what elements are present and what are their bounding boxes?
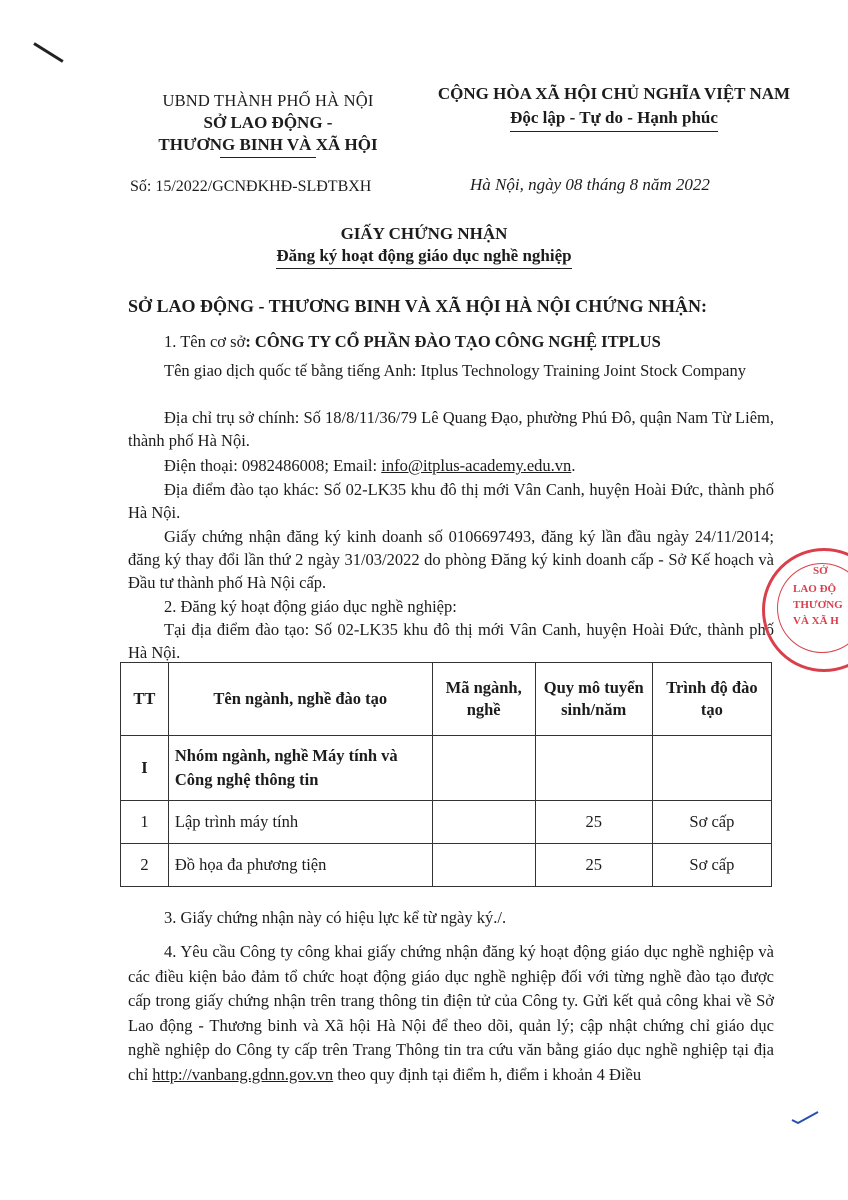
section3 (128, 906, 774, 929)
row-name: Lập trình máy tính (168, 801, 432, 844)
issuer-block (128, 90, 408, 158)
document-title: GIẤY CHỨNG NHẬN (340, 224, 508, 243)
row-level: Sơ cấp (652, 844, 771, 887)
other-location-text: Địa điểm đào tạo khác: Số 02-LK35 khu đô thị mới Vân Canh, huyện Hoài Đức, thành phố Hà Nội. (128, 480, 774, 522)
group-tt: I (121, 736, 169, 801)
table-header-row (121, 663, 772, 736)
intl-name-text: Tên giao dịch quốc tế bằng tiếng Anh: Itplus Technology Training Joint Stock Company (164, 361, 746, 380)
table-row (121, 801, 772, 844)
group-code (432, 736, 535, 801)
head-office-address (128, 406, 774, 452)
business-registration (128, 525, 774, 594)
seal-arc-text: SỞ (813, 565, 828, 577)
intl-name (128, 359, 774, 382)
nation-motto: Độc lập - Tự do - Hạnh phúc (510, 106, 718, 132)
group-name: Nhóm ngành, nghề Máy tính và Công nghệ thông tin (168, 736, 432, 801)
row-code (432, 844, 535, 887)
pen-mark (33, 42, 63, 63)
issuer-agency: UBND THÀNH PHỐ HÀ NỘI (162, 91, 374, 110)
section4 (128, 940, 774, 1087)
business-reg-text: Giấy chứng nhận đăng ký kinh doanh số 0106697493, đăng ký lần đầu ngày 24/11/2014; đăng ký thay đổi lần thứ 2 ngày 31/03/2022 do phòng Đăng ký kinh doanh cấp - Sở Kế hoạch và Đầu tư thành phố Hà Nội cấp. (128, 527, 774, 592)
training-table (120, 662, 772, 887)
col-level: Trình độ đào tạo (652, 663, 771, 736)
col-code: Mã ngành, nghề (432, 663, 535, 736)
initial-check-mark (790, 1110, 820, 1124)
other-location (128, 478, 774, 524)
section2-location-text: Tại địa điểm đào tạo: Số 02-LK35 khu đô thị mới Vân Canh, huyện Hoài Đức, thành phố Hà Nội. (128, 620, 774, 662)
certify-line: SỞ LAO ĐỘNG - THƯƠNG BINH VÀ XÃ HỘI HÀ NỘI CHỨNG NHẬN: (128, 296, 708, 316)
vanbang-link[interactable]: http://vanbang.gdnn.gov.vn (152, 1064, 334, 1084)
col-tt: TT (121, 663, 169, 736)
section2-label (128, 595, 774, 618)
section3-text: 3. Giấy chứng nhận này có hiệu lực kể từ ngày ký./. (164, 908, 507, 927)
section4-text: 4. Yêu cầu Công ty công khai giấy chứng nhận đăng ký hoạt động giáo dục nghề nghiệp và các điều kiện bảo đảm tổ chức hoạt động giáo dục nghề nghiệp đối với từng nghề đào tạo được cấp trong giấy chứng nhận trên trang thông tin điện tử của Công ty. Gửi kết quả công khai về Sở Lao động - Thương binh và Xã hội Hà Nội để theo dõi, quản lý; cập nhật chứng chỉ giáo dục nghề nghiệp do Công ty cấp trên Trang Thông tin tra cứu văn bằng giáo dục nghề nghiệp tại địa chỉ (128, 942, 774, 1084)
col-name: Tên ngành, nghề đào tạo (168, 663, 432, 736)
row-tt: 1 (121, 801, 169, 844)
contact-line (128, 454, 774, 477)
seal-line2: THƯƠNG (793, 599, 843, 611)
table-group-row (121, 736, 772, 801)
issuer-underline (220, 157, 316, 158)
issuer-dept-line1: SỞ LAO ĐỘNG - (203, 113, 333, 132)
row-name: Đồ họa đa phương tiện (168, 844, 432, 887)
row-scale: 25 (535, 844, 652, 887)
national-header (418, 82, 810, 132)
group-level (652, 736, 771, 801)
seal-line1: LAO ĐỘ (793, 583, 837, 595)
document-subtitle: Đăng ký hoạt động giáo dục nghề nghiệp (276, 246, 571, 269)
row-level: Sơ cấp (652, 801, 771, 844)
contact-suffix: . (571, 456, 576, 475)
document-subtitle-wrap (0, 246, 848, 269)
nation-name: CỘNG HÒA XÃ HỘI CHỦ NGHĨA VIỆT NAM (437, 84, 791, 103)
section1-name (128, 330, 774, 353)
col-scale: Quy mô tuyển sinh/năm (535, 663, 652, 736)
phone-text: Điện thoại: 0982486008; Email: (164, 456, 382, 475)
issuer-dept-line2: THƯƠNG BINH VÀ XÃ HỘI (158, 135, 378, 154)
row-scale: 25 (535, 801, 652, 844)
section4-tail: theo quy định tại điểm h, điểm i khoản 4 Điều (333, 1064, 642, 1084)
address-text: Địa chỉ trụ sở chính: Số 18/8/11/36/79 Lê Quang Đạo, phường Phú Đô, quận Nam Từ Liêm, thành phố Hà Nội. (128, 408, 774, 450)
company-name: : CÔNG TY CỔ PHẦN ĐÀO TẠO CÔNG NGHỆ ITPLUS (245, 332, 661, 351)
document-date: Hà Nội, ngày 08 tháng 8 năm 2022 (470, 175, 710, 194)
row-code (432, 801, 535, 844)
row-tt: 2 (121, 844, 169, 887)
section1-label: 1. Tên cơ sở (164, 332, 246, 351)
seal-line3: VÀ XÃ H (793, 615, 839, 627)
section2-location (128, 618, 774, 664)
section2-label-text: 2. Đăng ký hoạt động giáo dục nghề nghiệp: (164, 597, 457, 616)
table-row (121, 844, 772, 887)
official-seal (762, 548, 848, 672)
group-scale (535, 736, 652, 801)
document-number: Số: 15/2022/GCNĐKHĐ-SLĐTBXH (130, 178, 372, 195)
email-link[interactable]: info@itplus-academy.edu.vn (381, 456, 572, 475)
